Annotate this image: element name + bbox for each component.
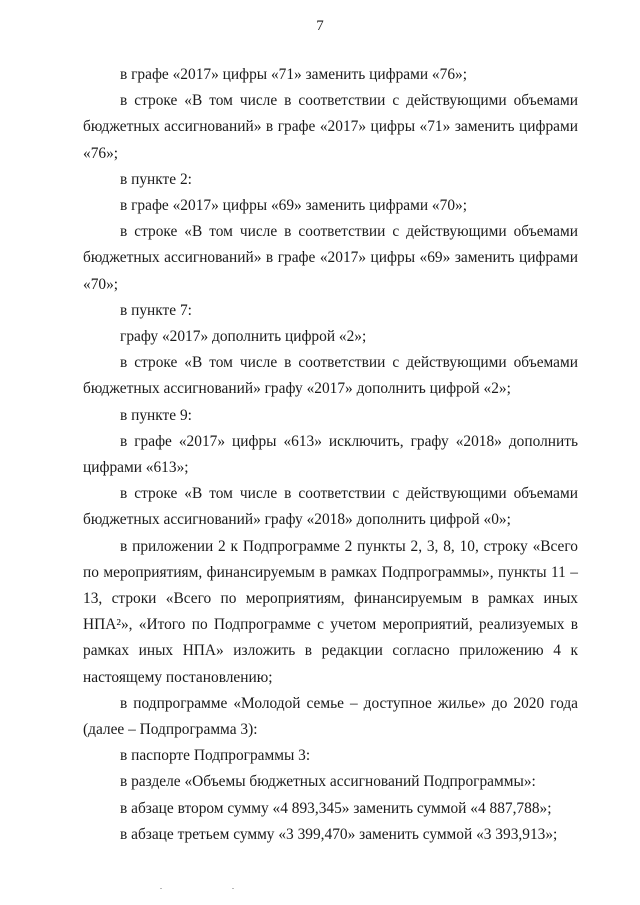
paragraph: в абзаце втором сумму «4 893,345» заменить суммой «4 887,788»; (120, 799, 552, 817)
scan-artifact (160, 888, 162, 889)
paragraph: в абзаце третьем сумму «3 399,470» заменить суммой «3 393,913»; (120, 825, 558, 843)
paragraph: в графе «2017» цифры «613» исключить, графу «2018» дополнить цифрами «613»; (83, 432, 578, 477)
paragraph: в приложении 2 к Подпрограмме 2 пункты 2, 3, 8, 10, строку «Всего по мероприятиям, финансируемым в рамках Подпрограммы», пункты 11 – 13, строки «Всего по мероприятиям, финансируемым в рамках иных НПА²», «Итого по Подпрограмме с учетом мероприятий, реализуемых в рамках иных НПА» изложить в редакции согласно приложению 4 к настоящему постановлению; (83, 537, 578, 686)
scan-artifact (232, 888, 234, 889)
page-number: 7 (316, 18, 324, 34)
paragraph: в строке «В том числе в соответствии с действующими объемами бюджетных ассигнований» графу «2018» дополнить цифрой «0»; (83, 485, 578, 529)
paragraph: в разделе «Объемы бюджетных ассигнований Подпрограммы»: (120, 773, 536, 791)
paragraph: в графе «2017» цифры «69» заменить цифрами «70»; (120, 197, 467, 215)
paragraph: в пункте 2: (120, 170, 192, 188)
paragraph: в строке «В том числе в соответствии с действующими объемами бюджетных ассигнований» графу «2017» дополнить цифрой «2»; (83, 354, 578, 398)
paragraph: в строке «В том числе в соответствии с действующими объемами бюджетных ассигнований» в графе «2017» цифры «69» заменить цифрами «70»; (83, 223, 578, 293)
paragraph: в графе «2017» цифры «71» заменить цифрами «76»; (120, 66, 467, 83)
paragraph: графу «2017» дополнить цифрой «2»; (120, 328, 367, 346)
paragraph: в пункте 7: (120, 301, 192, 319)
paragraph: в строке «В том числе в соответствии с действующими объемами бюджетных ассигнований» в графе «2017» цифры «71» заменить цифрами «76»; (83, 92, 578, 162)
document-body (83, 62, 578, 848)
paragraph: в пункте 9: (120, 406, 192, 424)
paragraph: в паспорте Подпрограммы 3: (120, 747, 311, 765)
paragraph: в подпрограмме «Молодой семье – доступное жилье» до 2020 года (далее – Подпрограмма 3): (83, 694, 578, 739)
